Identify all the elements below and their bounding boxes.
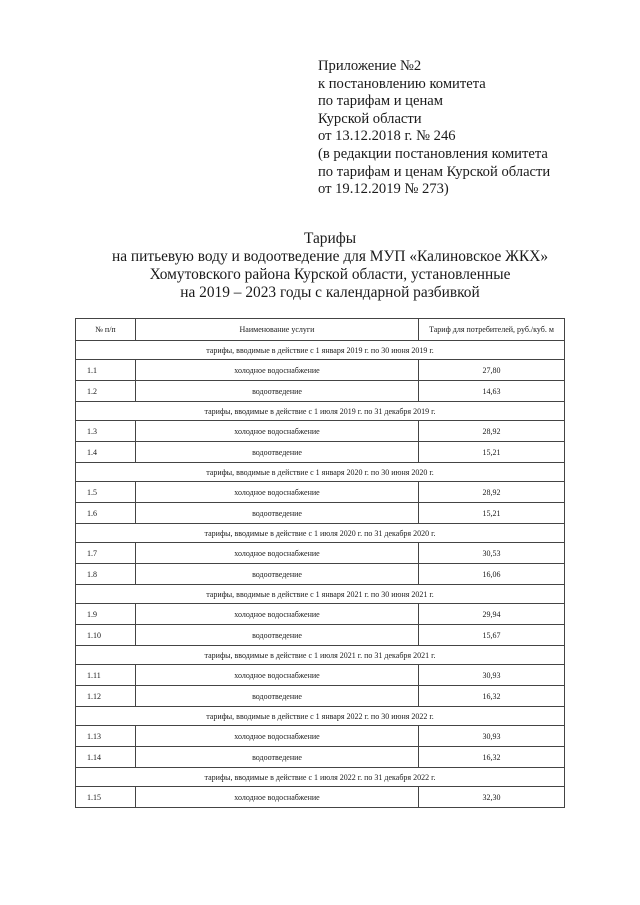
table-row: [76, 564, 565, 585]
row-number: 1.7: [76, 543, 136, 564]
annex-line: от 13.12.2018 г. № 246: [318, 128, 456, 145]
period-label: тарифы, вводимые в действие с 1 января 2019 г. по 30 июня 2019 г.: [76, 341, 565, 360]
service-name: холодное водоснабжение: [136, 726, 419, 747]
period-label: тарифы, вводимые в действие с 1 июля 2019 г. по 31 декабря 2019 г.: [76, 402, 565, 421]
tariff-table: [75, 318, 565, 808]
service-name: водоотведение: [136, 381, 419, 402]
header-number: № п/п: [76, 319, 136, 341]
period-row: [76, 402, 565, 421]
period-label: тарифы, вводимые в действие с 1 января 2021 г. по 30 июня 2021 г.: [76, 585, 565, 604]
header-service-name: Наименование услуги: [136, 319, 419, 341]
row-number: 1.8: [76, 564, 136, 585]
service-name: холодное водоснабжение: [136, 482, 419, 503]
service-name: водоотведение: [136, 442, 419, 463]
annex-line: (в редакции постановления комитета: [318, 145, 548, 162]
tariff-value: 27,80: [419, 360, 565, 381]
table-row: [76, 482, 565, 503]
period-label: тарифы, вводимые в действие с 1 июля 2022 г. по 31 декабря 2022 г.: [76, 768, 565, 787]
tariff-value: 29,94: [419, 604, 565, 625]
period-row: [76, 707, 565, 726]
table-row: [76, 747, 565, 768]
service-name: водоотведение: [136, 747, 419, 768]
table-row: [76, 381, 565, 402]
row-number: 1.4: [76, 442, 136, 463]
tariff-value: 30,53: [419, 543, 565, 564]
period-row: [76, 768, 565, 787]
tariff-value: 28,92: [419, 482, 565, 503]
table-row: [76, 787, 565, 808]
tariff-table-body: [76, 319, 565, 808]
title-line: Хомутовского района Курской области, установленные: [149, 266, 511, 283]
service-name: холодное водоснабжение: [136, 543, 419, 564]
service-name: водоотведение: [136, 686, 419, 707]
tariff-value: 16,32: [419, 747, 565, 768]
tariff-value: 15,21: [419, 442, 565, 463]
row-number: 1.6: [76, 503, 136, 524]
annex-line: по тарифам и ценам Курской области: [318, 163, 551, 180]
service-name: холодное водоснабжение: [136, 421, 419, 442]
header-tariff: Тариф для потребителей, руб./куб. м: [419, 319, 565, 341]
annex-line: Курской области: [318, 110, 422, 127]
period-row: [76, 585, 565, 604]
service-name: водоотведение: [136, 503, 419, 524]
tariff-value: 15,67: [419, 625, 565, 646]
row-number: 1.3: [76, 421, 136, 442]
service-name: холодное водоснабжение: [136, 665, 419, 686]
tariff-value: 32,30: [419, 787, 565, 808]
table-row: [76, 543, 565, 564]
row-number: 1.9: [76, 604, 136, 625]
table-row: [76, 421, 565, 442]
tariff-value: 15,21: [419, 503, 565, 524]
table-row: [76, 360, 565, 381]
table-row: [76, 686, 565, 707]
row-number: 1.14: [76, 747, 136, 768]
title-line: на 2019 – 2023 годы с календарной разбивкой: [180, 284, 480, 301]
row-number: 1.10: [76, 625, 136, 646]
tariff-value: 16,06: [419, 564, 565, 585]
row-number: 1.12: [76, 686, 136, 707]
period-row: [76, 463, 565, 482]
row-number: 1.2: [76, 381, 136, 402]
service-name: холодное водоснабжение: [136, 360, 419, 381]
annex-line: по тарифам и ценам: [318, 93, 443, 110]
tariff-value: 16,32: [419, 686, 565, 707]
row-number: 1.1: [76, 360, 136, 381]
table-row: [76, 726, 565, 747]
tariff-value: 28,92: [419, 421, 565, 442]
service-name: водоотведение: [136, 625, 419, 646]
tariff-value: 30,93: [419, 665, 565, 686]
document-title: [60, 230, 600, 302]
period-label: тарифы, вводимые в действие с 1 июля 2020 г. по 31 декабря 2020 г.: [76, 524, 565, 543]
table-row: [76, 604, 565, 625]
period-label: тарифы, вводимые в действие с 1 января 2022 г. по 30 июня 2022 г.: [76, 707, 565, 726]
row-number: 1.5: [76, 482, 136, 503]
period-row: [76, 524, 565, 543]
row-number: 1.13: [76, 726, 136, 747]
annex-line: от 19.12.2019 № 273): [318, 181, 449, 198]
tariff-value: 30,93: [419, 726, 565, 747]
service-name: холодное водоснабжение: [136, 787, 419, 808]
table-row: [76, 503, 565, 524]
period-label: тарифы, вводимые в действие с 1 января 2020 г. по 30 июня 2020 г.: [76, 463, 565, 482]
period-row: [76, 341, 565, 360]
annex-line: Приложение №2: [318, 58, 422, 74]
table-row: [76, 665, 565, 686]
annex-block: [318, 58, 608, 199]
annex-line: к постановлению комитета: [318, 75, 486, 92]
title-line: Тарифы: [303, 230, 357, 247]
period-label: тарифы, вводимые в действие с 1 июля 2021 г. по 31 декабря 2021 г.: [76, 646, 565, 665]
tariff-value: 14,63: [419, 381, 565, 402]
title-line: на питьевую воду и водоотведение для МУП «Калиновское ЖКХ»: [111, 248, 549, 265]
service-name: водоотведение: [136, 564, 419, 585]
period-row: [76, 646, 565, 665]
table-row: [76, 442, 565, 463]
service-name: холодное водоснабжение: [136, 604, 419, 625]
row-number: 1.15: [76, 787, 136, 808]
table-header-row: [76, 319, 565, 341]
table-row: [76, 625, 565, 646]
row-number: 1.11: [76, 665, 136, 686]
